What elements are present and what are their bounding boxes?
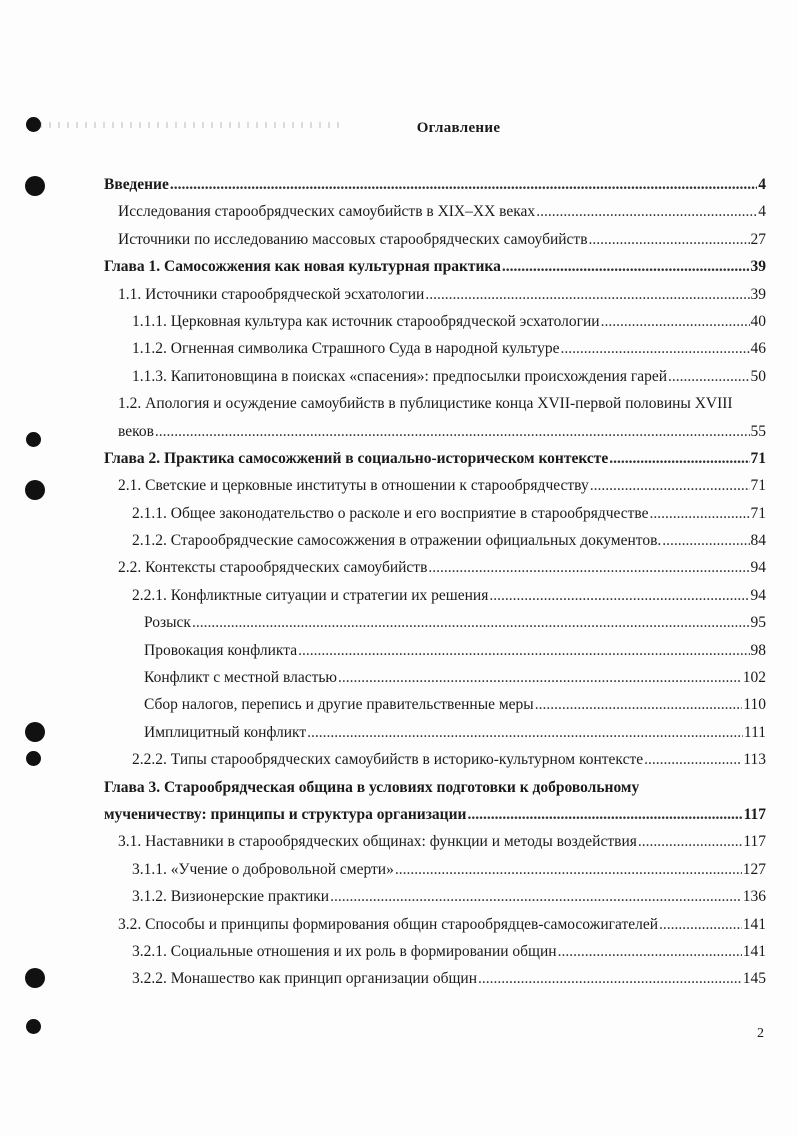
toc-entry[interactable]: [104, 281, 766, 308]
toc-entry-page: 4: [758, 203, 766, 221]
toc-entry-page: 117: [743, 833, 766, 851]
toc-entry-label: 2.1.1. Общее законодательство о расколе и его восприятие в старообрядчестве: [132, 504, 649, 522]
toc-entry-page: 117: [743, 805, 766, 823]
toc-entry[interactable]: [104, 856, 766, 883]
toc-entry-label: Глава 1. Самосожжения как новая культурная практика: [104, 258, 501, 276]
toc-entry-label: 3.2.1. Социальные отношения и их роль в формировании общин: [132, 942, 557, 960]
toc-entry[interactable]: [104, 938, 766, 965]
toc-entry[interactable]: [104, 609, 766, 636]
toc-entry-label: 3.1.1. «Учение о добровольной смерти»: [132, 860, 394, 878]
toc-entry[interactable]: [104, 198, 766, 225]
toc-entry-page: 94: [750, 586, 766, 604]
toc-entry[interactable]: [104, 390, 766, 417]
toc-entry[interactable]: [104, 527, 766, 554]
page-number: 2: [757, 1026, 764, 1041]
punch-hole-mark: [26, 432, 41, 447]
toc-entry-label: Введение: [104, 176, 169, 193]
page-title: Оглавление: [416, 120, 501, 136]
dot-leader: [558, 938, 742, 965]
toc-entry[interactable]: [104, 418, 766, 445]
dot-leader: [609, 445, 749, 472]
toc-entry-page: 4: [758, 176, 766, 193]
punch-hole-mark: [26, 751, 41, 766]
toc-entry-label: 3.2.2. Монашество как принцип организации общин: [132, 970, 477, 988]
toc-entry-label: 1.1. Источники старообрядческой эсхатологии: [118, 285, 425, 303]
dot-leader: [668, 363, 749, 390]
dot-leader: [467, 801, 742, 828]
toc-entry-label: Исследования старообрядческих самоубийств в XIX–XX веках: [118, 203, 536, 221]
toc-entry[interactable]: [104, 500, 766, 527]
toc-entry-page: 141: [742, 942, 766, 960]
toc-entry[interactable]: [104, 911, 766, 938]
toc-entry-label: Глава 2. Практика самосожжений в социально-историческом контексте: [104, 449, 609, 467]
toc-entry[interactable]: [104, 801, 766, 828]
dot-leader: [478, 965, 742, 992]
toc-entry-page: 39: [750, 258, 766, 276]
dot-leader: [561, 335, 750, 362]
dot-leader: [155, 418, 750, 445]
dot-leader: [298, 637, 749, 664]
toc-entry-page: 102: [742, 669, 766, 687]
toc-entry-page: 71: [750, 504, 766, 522]
toc-entry-label: 1.1.2. Огненная символика Страшного Суда в народной культуре: [132, 340, 560, 358]
toc-entry-label: Глава 3. Старообрядческая община в условиях подготовки к добровольному: [104, 778, 640, 796]
toc-entry[interactable]: [104, 308, 766, 335]
punch-hole-mark: [25, 176, 45, 196]
dot-leader: [170, 171, 757, 198]
toc-entry[interactable]: [104, 719, 766, 746]
toc-entry-label: 2.2.1. Конфликтные ситуации и стратегии их решения: [132, 586, 489, 604]
toc-entry-page: 127: [742, 860, 766, 878]
toc-entry-page: 84: [750, 532, 766, 550]
dot-leader: [659, 911, 742, 938]
dot-leader: [425, 281, 749, 308]
toc-entry-label: мученичеству: принципы и структура организации: [104, 805, 467, 823]
toc-entry-page: 113: [743, 751, 766, 769]
table-of-contents: [104, 171, 766, 993]
dot-leader: [601, 308, 750, 335]
toc-entry-label: 2.2.2. Типы старообрядческих самоубийств в историко-культурном контексте: [132, 751, 644, 769]
punch-hole-mark: [25, 722, 45, 742]
toc-entry[interactable]: [104, 664, 766, 691]
punch-hole-mark: [26, 1019, 41, 1034]
toc-entry-label: 2.1.2. Старообрядческие самосожжения в отражении официальных документов.: [132, 532, 662, 550]
toc-entry-label: 1.2. Апология и осуждение самоубийств в публицистике конца XVII-первой половины XVIII: [118, 395, 733, 413]
dot-leader: [590, 472, 750, 499]
dot-leader: [338, 664, 742, 691]
punch-hole-mark: [25, 480, 45, 500]
toc-entry-label: Сбор налогов, перепись и другие правительственные меры: [144, 696, 534, 714]
toc-entry[interactable]: [104, 774, 766, 801]
toc-entry-page: 46: [750, 340, 766, 358]
dot-leader: [330, 883, 742, 910]
dot-leader: [638, 828, 742, 855]
dot-leader: [535, 691, 743, 718]
toc-entry-page: 145: [742, 970, 766, 988]
dot-leader: [489, 582, 749, 609]
toc-entry[interactable]: [104, 226, 766, 253]
toc-entry-label: Розыск: [144, 614, 191, 632]
dot-leader: [589, 226, 750, 253]
dot-leader: [644, 746, 742, 773]
toc-entry[interactable]: [104, 171, 766, 198]
toc-entry[interactable]: [104, 691, 766, 718]
toc-entry-page: 50: [750, 367, 766, 385]
toc-entry-label: 1.1.1. Церковная культура как источник старообрядческой эсхатологии: [132, 312, 600, 330]
toc-entry-label: 1.1.3. Капитоновщина в поисках «спасения»: предпосылки происхождения гарей: [132, 367, 668, 385]
toc-entry-page: 27: [750, 230, 766, 248]
toc-entry[interactable]: [104, 965, 766, 992]
toc-entry-page: 40: [750, 312, 766, 330]
toc-entry[interactable]: [104, 554, 766, 581]
punch-hole-mark: [25, 968, 45, 988]
toc-entry[interactable]: [104, 883, 766, 910]
toc-entry-page: 94: [750, 559, 766, 577]
dot-leader: [428, 554, 749, 581]
toc-entry[interactable]: [104, 637, 766, 664]
toc-entry-label: веков: [118, 422, 154, 440]
toc-entry-label: 3.1. Наставники в старообрядческих общинах: функции и методы воздействия: [118, 833, 637, 851]
toc-entry-page: 39: [750, 285, 766, 303]
toc-entry-label: 2.2. Контексты старообрядческих самоубийств: [118, 559, 428, 577]
toc-entry-page: 136: [742, 888, 766, 906]
dot-leader: [502, 253, 750, 280]
dot-leader: [395, 856, 742, 883]
dot-leader: [192, 609, 750, 636]
toc-entry-label: Провокация конфликта: [144, 641, 298, 659]
toc-entry-page: 141: [742, 915, 766, 933]
toc-entry[interactable]: [104, 335, 766, 362]
toc-entry-page: 71: [750, 477, 766, 495]
dot-leader: [650, 500, 750, 527]
dot-leader: [307, 719, 743, 746]
toc-entry-page: 95: [750, 614, 766, 632]
toc-entry[interactable]: [104, 582, 766, 609]
toc-entry-label: Имплицитный конфликт: [144, 723, 307, 741]
toc-entry-label: 3.2. Способы и принципы формирования общин старообрядцев-самосожигателей: [118, 915, 659, 933]
toc-entry-label: Источники по исследованию массовых старообрядческих самоубийств: [118, 230, 588, 248]
toc-entry[interactable]: [104, 472, 766, 499]
toc-entry-page: 71: [750, 449, 766, 467]
toc-entry[interactable]: [104, 363, 766, 390]
toc-entry-label: 2.1. Светские и церковные институты в отношении к старообрядчеству: [118, 477, 589, 495]
dot-leader: [536, 198, 757, 225]
toc-entry-label: 3.1.2. Визионерские практики: [132, 888, 330, 906]
toc-entry-page: 111: [743, 723, 766, 741]
toc-entry[interactable]: [104, 828, 766, 855]
dot-leader: [662, 527, 749, 554]
toc-entry-page: 98: [750, 641, 766, 659]
toc-entry[interactable]: [104, 445, 766, 472]
toc-entry-page: 110: [743, 696, 766, 714]
toc-entry-page: 55: [750, 422, 766, 440]
toc-entry[interactable]: [104, 746, 766, 773]
toc-entry-label: Конфликт с местной властью: [144, 669, 338, 687]
toc-entry[interactable]: [104, 253, 766, 280]
